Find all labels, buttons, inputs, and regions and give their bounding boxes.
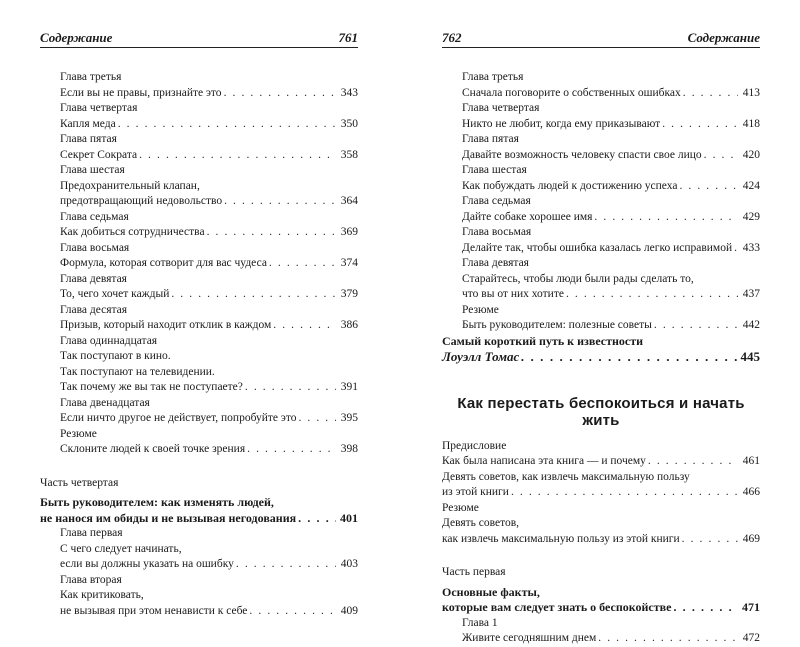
chapter-label: Глава третья bbox=[462, 71, 524, 83]
entry-title: Если ничто другое не действует, попробуйте это bbox=[60, 412, 297, 424]
entry-page: 442 bbox=[742, 319, 760, 331]
toc-entry-line bbox=[442, 600, 760, 616]
dot-leader bbox=[654, 318, 738, 334]
entry-page: 369 bbox=[340, 226, 358, 238]
header-rule bbox=[442, 47, 760, 48]
toc-entry-line bbox=[442, 241, 760, 257]
entry-title: Склоните людей к своей точке зрения bbox=[60, 443, 246, 455]
toc-entry-line bbox=[40, 411, 358, 427]
dot-leader bbox=[207, 225, 336, 241]
toc-entry-line bbox=[442, 532, 760, 548]
section-title: Самый короткий путь к известности bbox=[442, 333, 644, 348]
dot-leader bbox=[224, 86, 336, 102]
entry-title-line: Старайтесь, чтобы люди были рады сделать то, bbox=[462, 272, 694, 285]
entry-title: если вы должны указать на ошибку bbox=[60, 558, 234, 570]
chapter-label: Глава вторая bbox=[60, 573, 122, 586]
part-label: Часть первая bbox=[442, 566, 506, 578]
entry-title: не вызывая при этом ненависти к себе bbox=[60, 604, 248, 617]
entry-page: 386 bbox=[340, 319, 358, 331]
dot-leader bbox=[245, 380, 336, 396]
dot-leader bbox=[734, 241, 738, 257]
left-page bbox=[0, 0, 400, 638]
entry-title-line: Предохранительный клапан, bbox=[60, 179, 200, 192]
entry-page: 403 bbox=[340, 558, 358, 570]
entry-title: предотвращающий недовольство bbox=[60, 195, 223, 207]
entry-page: 401 bbox=[340, 510, 358, 525]
running-title: Содержание bbox=[687, 30, 760, 45]
entry-title: что вы от них хотите bbox=[462, 288, 564, 300]
right-page bbox=[400, 0, 800, 644]
entry-page: 433 bbox=[742, 241, 760, 254]
toc-entry-line bbox=[40, 194, 358, 210]
entry-title: Сначала поговорите о собственных ошибках bbox=[462, 86, 681, 99]
chapter-label: Глава девятая bbox=[462, 257, 529, 269]
dot-leader bbox=[139, 148, 336, 164]
chapter-label: Глава шестая bbox=[60, 164, 125, 176]
toc-entry-line bbox=[442, 86, 760, 102]
chapter-label: Глава седьмая bbox=[462, 195, 531, 207]
dot-leader bbox=[683, 86, 738, 102]
part-label: Часть четвертая bbox=[40, 476, 119, 489]
chapter-label: Глава седьмая bbox=[60, 210, 129, 223]
entry-page: 420 bbox=[742, 148, 760, 161]
entry-page: 350 bbox=[340, 117, 358, 130]
book-title: Как перестать беспокоиться и начать жить bbox=[457, 394, 745, 429]
left-page-header bbox=[40, 30, 358, 48]
entry-title-line: Так поступают в кино. bbox=[60, 350, 171, 362]
section-label: Резюме bbox=[442, 501, 479, 514]
toc-entry-line bbox=[40, 225, 358, 241]
dot-leader bbox=[224, 194, 336, 210]
dot-leader bbox=[118, 117, 336, 133]
toc-entry-line bbox=[40, 442, 358, 458]
entry-page: 358 bbox=[340, 148, 358, 161]
entry-page: 398 bbox=[340, 443, 358, 455]
entry-title: Как добиться сотрудничества bbox=[60, 226, 205, 238]
dot-leader bbox=[594, 210, 738, 226]
entry-page: 413 bbox=[742, 86, 760, 99]
toc-entry-line bbox=[442, 179, 760, 195]
entry-page: 418 bbox=[742, 117, 760, 130]
toc-entry-line bbox=[442, 485, 760, 501]
part-title-line: Быть руководителем: как изменять людей, bbox=[40, 495, 274, 509]
entry-page: 391 bbox=[340, 381, 358, 393]
toc-entry-line bbox=[40, 256, 358, 272]
entry-title-line: Девять советов, bbox=[442, 517, 520, 529]
toc-entry-line bbox=[40, 604, 358, 620]
right-page-header bbox=[442, 30, 760, 48]
toc-entry-line bbox=[442, 287, 760, 303]
entry-title: Так почему же вы так не поступаете? bbox=[60, 381, 243, 393]
entry-page: 379 bbox=[340, 288, 358, 300]
dot-leader bbox=[598, 631, 738, 647]
entry-title: Капля меда bbox=[60, 117, 116, 130]
dot-leader bbox=[662, 117, 738, 133]
page-number: 761 bbox=[338, 30, 358, 45]
dot-leader bbox=[247, 442, 336, 458]
entry-title: как извлечь максимальную пользу из этой книги bbox=[442, 532, 680, 545]
section-label: Предисловие bbox=[442, 439, 507, 452]
dot-leader bbox=[236, 557, 336, 573]
entry-page: 437 bbox=[742, 288, 760, 300]
chapter-label: Глава 1 bbox=[462, 616, 498, 629]
entry-page: 409 bbox=[340, 604, 358, 617]
dot-leader bbox=[566, 287, 738, 303]
part-title-line: Основные факты, bbox=[442, 584, 540, 599]
entry-title-line: С чего следует начинать, bbox=[60, 542, 182, 555]
dot-leader bbox=[704, 148, 738, 164]
chapter-label: Глава восьмая bbox=[462, 226, 532, 238]
chapter-label: Глава девятая bbox=[60, 272, 127, 285]
toc-entry-line bbox=[442, 631, 760, 647]
entry-title: Если вы не правы, признайте это bbox=[60, 86, 222, 99]
dot-leader bbox=[269, 256, 336, 272]
dot-leader bbox=[511, 485, 738, 501]
right-toc bbox=[442, 70, 760, 647]
entry-title: Быть руководителем: полезные советы bbox=[462, 319, 652, 331]
entry-title: Давайте возможность человеку спасти свое лицо bbox=[462, 148, 702, 161]
toc-entry-line bbox=[442, 210, 760, 226]
entry-page: 395 bbox=[340, 412, 358, 424]
chapter-label: Глава четвертая bbox=[60, 102, 138, 114]
toc-entry-line bbox=[442, 148, 760, 164]
entry-title: которые вам следует знать о беспокойстве bbox=[442, 600, 672, 614]
chapter-label: Глава пятая bbox=[462, 133, 519, 145]
dot-leader bbox=[521, 349, 738, 365]
toc-entry-line bbox=[40, 287, 358, 303]
toc-entry-line bbox=[40, 117, 358, 133]
chapter-label: Глава двенадцатая bbox=[60, 396, 150, 409]
toc-entry-line bbox=[442, 349, 760, 365]
toc-entry-line bbox=[442, 117, 760, 133]
entry-title: из этой книги bbox=[442, 486, 509, 498]
left-toc bbox=[40, 70, 358, 619]
chapter-label: Глава восьмая bbox=[60, 241, 130, 254]
chapter-label: Резюме bbox=[60, 427, 97, 440]
entry-page: 445 bbox=[740, 349, 760, 364]
running-title: Содержание bbox=[40, 30, 113, 45]
entry-title-line: Девять советов, как извлечь максимальную пользу bbox=[442, 470, 690, 483]
dot-leader bbox=[682, 532, 738, 548]
dot-leader bbox=[249, 604, 336, 620]
entry-page: 364 bbox=[340, 195, 358, 207]
entry-title: Как была написана эта книга — и почему bbox=[442, 455, 646, 467]
entry-page: 469 bbox=[742, 532, 760, 545]
chapter-label: Резюме bbox=[462, 303, 499, 316]
entry-title: Формула, которая сотворит для вас чудеса bbox=[60, 257, 267, 269]
entry-title: То, чего хочет каждый bbox=[60, 288, 170, 300]
entry-title-line: Так поступают на телевидении. bbox=[60, 365, 215, 378]
chapter-label: Глава третья bbox=[60, 71, 122, 83]
chapter-label: Глава пятая bbox=[60, 133, 117, 145]
entry-page: 471 bbox=[742, 600, 760, 614]
dot-leader bbox=[298, 511, 336, 527]
toc-entry-line bbox=[442, 318, 760, 334]
entry-title: не нанося им обиды и не вызывая негодования bbox=[40, 510, 297, 525]
dot-leader bbox=[298, 411, 336, 427]
dot-leader bbox=[171, 287, 336, 303]
entry-page: 374 bbox=[340, 257, 358, 269]
header-rule bbox=[40, 47, 358, 48]
entry-title-line: Как критиковать, bbox=[60, 589, 144, 601]
page-number: 762 bbox=[442, 30, 462, 45]
toc-entry-line bbox=[40, 380, 358, 396]
entry-title: Живите сегодняшним днем bbox=[462, 632, 597, 644]
toc-entry-line bbox=[40, 557, 358, 573]
chapter-label: Глава одиннадцатая bbox=[60, 334, 158, 347]
entry-title: Как побуждать людей к достижению успеха bbox=[462, 179, 678, 192]
chapter-label: Глава шестая bbox=[462, 164, 527, 176]
entry-title: Секрет Сократа bbox=[60, 148, 138, 161]
entry-title: Никто не любит, когда ему приказывают bbox=[462, 117, 661, 130]
chapter-label: Глава десятая bbox=[60, 303, 128, 316]
entry-title: Лоуэлл Томас bbox=[442, 349, 520, 364]
entry-page: 461 bbox=[742, 455, 760, 467]
dot-leader bbox=[673, 600, 738, 616]
dot-leader bbox=[679, 179, 738, 195]
entry-page: 343 bbox=[340, 86, 358, 99]
dot-leader bbox=[648, 454, 738, 470]
toc-entry-line bbox=[442, 454, 760, 470]
entry-title: Делайте так, чтобы ошибка казалась легко исправимой bbox=[462, 241, 733, 254]
entry-title: Призыв, который находит отклик в каждом bbox=[60, 319, 272, 331]
chapter-label: Глава четвертая bbox=[462, 102, 540, 114]
entry-page: 472 bbox=[742, 632, 760, 644]
toc-entry-line bbox=[40, 86, 358, 102]
toc-entry-line bbox=[40, 318, 358, 334]
toc-entry-line bbox=[40, 511, 358, 527]
dot-leader bbox=[273, 318, 336, 334]
chapter-label: Глава первая bbox=[60, 527, 123, 539]
toc-entry-line bbox=[40, 148, 358, 164]
entry-page: 466 bbox=[742, 486, 760, 498]
entry-title: Дайте собаке хорошее имя bbox=[462, 210, 593, 223]
entry-page: 424 bbox=[742, 179, 760, 192]
entry-page: 429 bbox=[742, 210, 760, 223]
